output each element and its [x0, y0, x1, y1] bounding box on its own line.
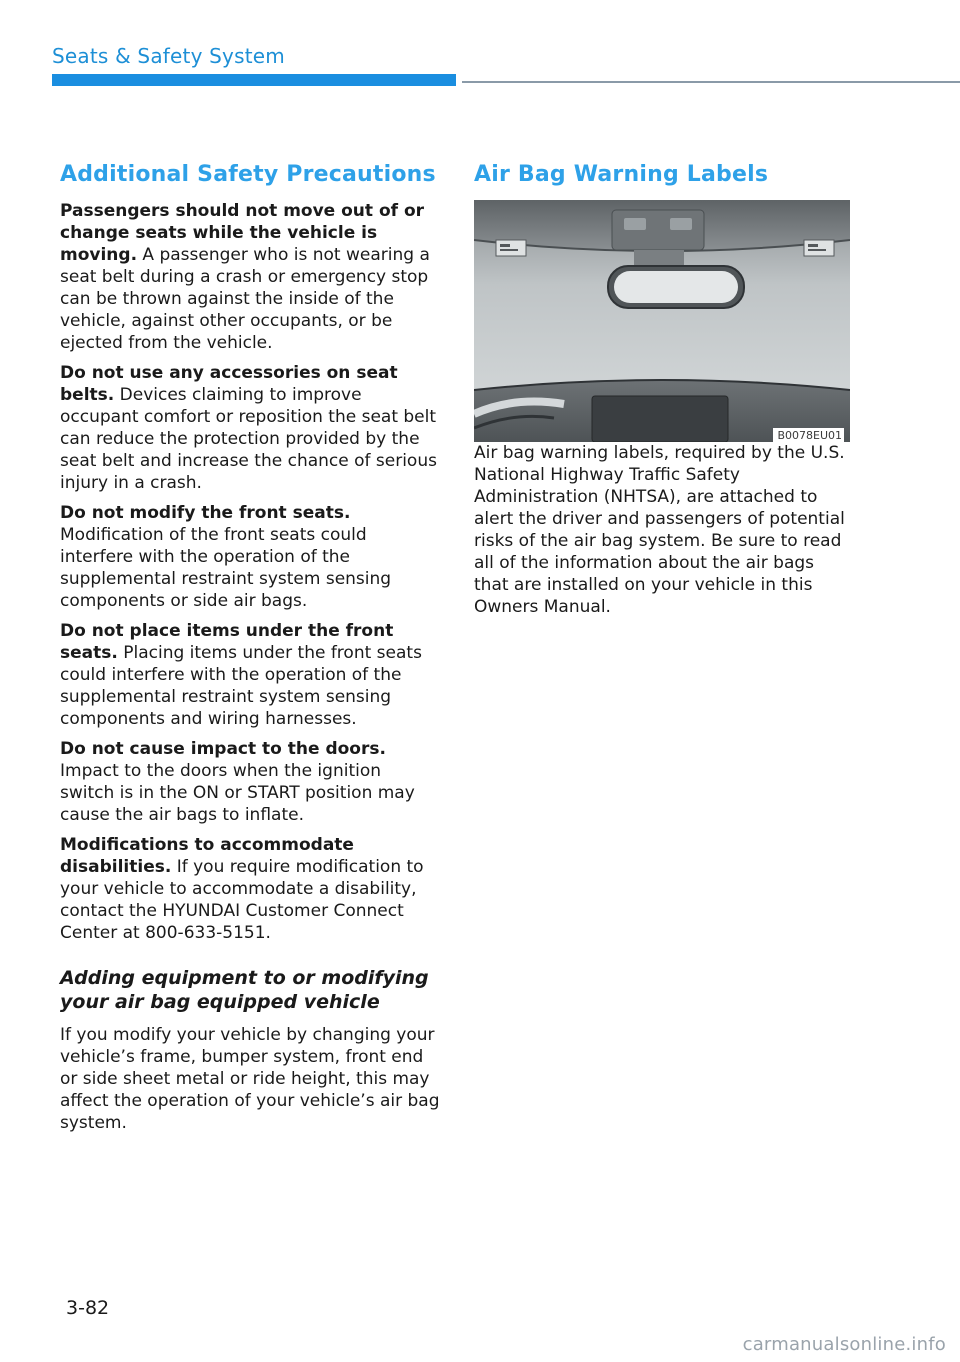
- air-bag-labels-heading: Air Bag Warning Labels: [474, 162, 769, 187]
- header-rule-accent: [52, 74, 456, 86]
- adding-equipment-subheading: Adding equipment to or modifying your air bag equipped vehicle: [60, 967, 429, 1013]
- body-text: Devices claiming to improve occupant comfort or reposition the seat belt can reduce the protection provided by the seat belt and increase the chance of serious injury in a crash.: [60, 385, 437, 493]
- right-column: [474, 160, 850, 626]
- paragraph-items-under-seats: [60, 620, 440, 730]
- body-text: Impact to the doors when the ignition switch is in the ON or START position may cause the air bags to inflate.: [60, 761, 415, 825]
- paragraph-accessories: [60, 362, 440, 494]
- paragraph-modify-vehicle: If you modify your vehicle by changing your vehicle’s frame, bumper system, front end or side sheet metal or ride height, this may affect the operation of your vehicle’s air bag system.: [60, 1025, 440, 1133]
- section-header-title: Seats & Safety System: [52, 44, 285, 68]
- paragraph-disabilities: [60, 834, 440, 944]
- lead-in: Do not place items under the front seats.: [60, 621, 394, 663]
- page-number: 3-82: [66, 1297, 110, 1319]
- paragraph-door-impact: [60, 738, 440, 826]
- paragraph-modify-seats: [60, 502, 440, 612]
- header-rule-line: [462, 81, 960, 83]
- lead-in: Do not modify the front seats.: [60, 503, 351, 523]
- lead-in: Passengers should not move out of or change seats while the vehicle is moving.: [60, 201, 425, 265]
- body-text: A passenger who is not wearing a seat belt during a crash or emergency stop can be thrown against the inside of the vehicle, against other occupants, or be ejected from the vehicle.: [60, 245, 430, 353]
- body-text: Modification of the front seats could interfere with the operation of the supplemental restraint system sensing components or side air bags.: [60, 525, 392, 611]
- figure-code: B0078EU01: [773, 428, 844, 442]
- body-text: If you require modification to your vehicle to accommodate a disability, contact the HYUNDAI Customer Connect Center at 800-633-5151.: [60, 857, 424, 943]
- lead-in: Modifications to accommodate disabilities.: [60, 835, 354, 877]
- lead-in: Do not use any accessories on seat belts.: [60, 363, 398, 405]
- lead-in: Do not cause impact to the doors.: [60, 739, 386, 759]
- windshield-figure: [474, 200, 850, 442]
- paragraph-warning-labels: Air bag warning labels, required by the U.S. National Highway Traffic Safety Administration (NHTSA), are attached to alert the driver and passengers of potential risks of the air bag system. Be sure to read all of the information about the air bags that are installed on your vehicle in this Owners Manual.: [474, 443, 845, 617]
- paragraph-move-seats: [60, 200, 440, 354]
- additional-safety-heading: Additional Safety Precautions: [60, 162, 436, 187]
- left-column: [60, 160, 440, 1142]
- site-watermark: carmanualsonline.info: [742, 1334, 946, 1355]
- body-text: Placing items under the front seats could interfere with the operation of the supplemental restraint system sensing components and wiring harnesses.: [60, 643, 422, 729]
- windshield-illustration: [474, 200, 850, 442]
